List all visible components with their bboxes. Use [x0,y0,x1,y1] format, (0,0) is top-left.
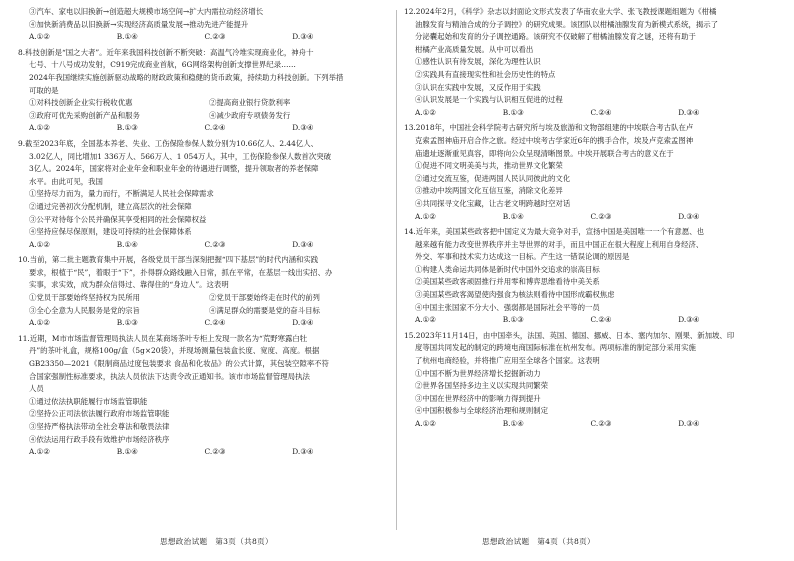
option-d: D.③④ [678,315,700,325]
statement-1: ①构建人类命运共同体是新时代中国外交追求的崇高目标 [415,264,600,274]
statement-2: ②坚持公正司法依法履行政府市场监管职能 [29,409,170,419]
option-c: C.②④ [204,123,226,133]
statement-2: ②世界各国坚持多边主义以实现共同繁荣 [415,381,549,391]
question-10 [18,254,380,330]
question-stem-line: 14.近年来，美国某些政客把中国定义为最大竞争对手，宣扬中国是美国唯一一个有意愿、也 [404,227,704,237]
question-11 [18,333,380,459]
question-15 [404,330,766,431]
question-stem-line: 2024年我国继续实施创新驱动战略的财政政策和稳健的货币政策，持续助力科技创新。下列举措 [29,72,344,82]
page-3-column [18,6,380,459]
statement-1: ①通过依法执职能履行市场监管职能 [29,396,148,406]
question-9 [18,138,380,251]
question-stem-line: 实事，求实效，成为群众信得过、靠得住的“身边人”。这表明 [29,280,229,290]
question-stem-line: 15.2023年11月14日，由中国牵头，法国、英国、德国、挪威、日本、塞内加尔、刚果、新加坡、印 [404,330,735,340]
question-stem-line: 10.当前，第二批主题教育集中开展，各级党员干部当深刻把握“四下基层”的时代内涵和实践 [18,255,319,265]
option-c: C.②③ [204,447,226,457]
question-13 [404,122,766,223]
question-stem-line: 克索孟图神庙开启合作之旅。经过中埃考古学家近6年的携手合作，埃及卢克索孟图神 [415,135,694,145]
statement-1: ①感性认识有待发展，深化为理性认识 [415,57,541,67]
statement-4: ④加快新消费品以旧换新→实现经济高质量发展→推动先进产能提升 [29,19,249,29]
question-stem-line: 8.科技创新是“国之大者”。近年来我国科技创新不断突破：高温气冷堆实现商业化，神舟十 [18,47,314,57]
option-a: A.①② [29,239,50,249]
option-b: B.①④ [116,239,138,249]
statement-pair [18,97,380,110]
question-14 [404,226,766,327]
option-a: A.①② [29,32,50,42]
question-stem-line: 分泌囊起始和发育的分子调控通路。该研究不仅破解了柑橘油腺发育之谜，还将有助于 [415,32,696,42]
statement-1: ①坚持尽力而为，量力而行，不断满足人民社会保障需求 [29,189,214,199]
option-a: A.①② [29,447,50,457]
statement-4: ④认识发展是一个实践与认识相互促进的过程 [415,95,563,105]
answer-options [18,239,380,252]
option-c: C.②③ [590,419,612,428]
statement-4: ④满足群众的需要是党的奋斗目标 [209,305,320,315]
option-a: A.①② [415,419,436,428]
option-c: C.②④ [590,315,612,325]
statement-4: ④共同探寻文化宝藏，让古老文明跨越时空对话 [415,198,571,208]
question-stem-line: 七号、十八号成功发射，C919完成商业首航，6G网络架构创新支撑世界纪录…… [29,60,296,70]
option-b: B.①③ [502,315,524,325]
option-b: B.①③ [116,123,138,133]
question-stem-line: 丹”的茶叶礼盒，规格100g/盒（5g×20袋），并现场测量包装盒长度、宽度、高度。根据 [29,346,320,356]
option-a: A.①② [415,107,436,117]
question-stem-line: 外交、军事和技术实力达成这一目标。产生这一错误论调的原因是 [415,252,630,262]
statement-1: ①党员干部要始终坚持权为民所用 [29,293,140,303]
question-stem-line: 庙遗址逐渐重见真容，即将向公众呈现清晰图景。中埃开展联合考古的意义在于 [415,148,674,158]
statement-3: ③全心全意为人民服务是党的宗旨 [29,305,140,315]
option-c: C.②④ [204,318,226,328]
option-b: B.①④ [502,211,524,221]
statement-3: ③坚持严格执法带动全社会尊法和敬畏法律 [29,422,170,431]
question-stem-line: 合国家强制性标准要求，执法人员依法下达责令改正通知书。该市市场监督管理局执法 [29,371,310,381]
option-d: D.③④ [292,123,314,133]
option-b: B.①④ [502,419,524,428]
statement-4: ④依法运用行政手段有效维护市场经济秩序 [29,434,170,444]
option-b: B.①③ [502,107,524,117]
option-d: D.③④ [678,107,700,117]
statement-2: ②提高商业银行贷款利率 [209,98,291,108]
option-d: D.③④ [678,419,700,428]
statement-2: ②美国某些政客顽固推行并用零和博弈思维看待中美关系 [415,277,600,287]
statement-4: ④减少政府专项债务发行 [209,110,291,120]
option-b: B.①④ [116,32,138,42]
statement-1: ①促进不同文明美美与共，推动世界文化繁荣 [415,161,563,171]
answer-options [18,446,380,459]
statement-4: ④中国主张国家不分大小、强弱都是国际社会平等的一员 [415,302,600,312]
option-c: C.②③ [204,239,226,249]
option-a: A.①② [415,211,436,221]
page-4-column [404,6,766,431]
question-stem-line: 柑橘产业高质量发展。从中可以看出 [415,44,534,54]
statement-3: ③美国某些政客渴望使肉强食为核法则看待中国形成霸权焦虑 [415,290,615,300]
question-stem-line: 11.近期，M市市场监督管理局执法人员在某商场茶叶专柜上发现一款名为“荒野寒露白牡 [18,333,308,343]
statement-3: ③公平对待每个公民并确保其享受相同的社会保障权益 [29,214,207,224]
answer-options [404,107,766,120]
question-stem-line: 人员 [29,384,44,394]
answer-options [404,418,766,431]
question-stem-line: 3亿人。2024年，国家将对企业年金和职业年金的待遇进行调整，提升领取者的养老保障 [29,164,319,174]
question-stem-line: GB23350—2021《限制商品过度包装要求 食品和化妆品》的公式计算，其包装空隙率不符 [29,359,329,369]
statement-4: ④中国积极参与全球经济治理和规则制定 [415,406,549,416]
statement-1: ①中国不断为世界经济增长挖掘新动力 [415,368,541,378]
option-b: B.①④ [116,447,138,457]
question-stem-line: 13.2018年，中国社会科学院考古研究所与埃及旅游和文物部组建的中埃联合考古队在卢 [404,123,694,133]
question-stem-line: 越来越有能力改变世界秩序并主导世界的对手，而且中国正在很大程度上利用自身经济、 [415,239,704,249]
question-stem-line: 油腺发育与精油合成的分子调控》的研究成果。该团队以柑橘油腺发育为新模式系统，揭示了 [415,19,719,29]
answer-options [404,211,766,224]
option-d: D.③④ [678,211,700,221]
option-d: D.③④ [292,447,314,457]
page-footer-right: 思想政治试题 第4页（共8页） [482,537,595,546]
option-a: A.①② [415,315,436,325]
statement-3: ③中国在世界经济中的影响力得到提升 [415,393,541,403]
question-stem-line: 了杭州电商经验，并将推广应用至全球各个国家。这表明 [415,356,600,366]
statement-4: ④坚持应保尽保原则，建设可持续的社会保障体系 [29,227,192,237]
column-divider [396,10,397,530]
statement-2: ②通过完善初次分配机制，建立高层次的社会保障 [29,201,192,211]
option-d: D.③④ [292,32,314,42]
statement-2: ②通过交流互鉴，促进两国人民认同彼此的文化 [415,173,571,183]
option-d: D.③④ [292,318,314,328]
question-stem-line: 9.截至2023年底，全国基本养老、失业、工伤保险参保人数分别为10.66亿人、2.44亿人、 [18,138,318,148]
page-footer-left: 思想政治试题 第3页（共8页） [160,537,273,546]
option-b: B.①③ [116,318,138,328]
statement-3: ③汽车、家电以旧换新→创造超大规模市场空间→扩大内需拉动经济增长 [29,7,264,16]
option-a: A.①② [29,123,50,133]
question-stem-line: 度等国共同发起的制定的跨境电商国际标准在杭州发布。两项标准的制定部分采用实施 [415,343,696,353]
option-c: C.②③ [590,211,612,221]
answer-options [18,31,380,44]
question-stem-line: 要求，根植于“民”，着眼于“下”，扑得群众路线融入日常，抓在平常，在基层一线出实招、办 [29,267,333,277]
statement-3: ③认识在实践中发展，又反作用于实践 [415,82,541,92]
question-stem-line: 可取的是 [29,85,59,95]
statement-pair [18,110,380,123]
question-stem-line: 3.02亿人，同比增加1 336万人、566万人、1 054万人，其中，工伤保险参保人数首次突破 [29,151,331,161]
statement-1: ①对科技创新企业实行税收优惠 [29,98,133,108]
question-stem-line: 水平。由此可见，我国 [29,176,103,186]
statement-3: ③政府可优先采购创新产品和服务 [29,110,140,120]
statement-pair [18,292,380,305]
question-stem-line: 12.2024年2月，《科学》杂志以封面论文形式发表了华南农业大学、张飞教授课题组题为《柑橘 [404,7,717,16]
statement-2: ②实践具有直接现实性和社会历史性的特点 [415,69,556,79]
answer-options [18,317,380,330]
option-a: A.①② [29,318,50,328]
option-c: C.②③ [204,32,226,42]
statement-2: ②党员干部要始终走在时代的前列 [209,293,320,303]
question-12 [404,6,766,119]
statement-3: ③推动中埃两国文化互信互鉴，消除文化差异 [415,186,563,196]
question-8 [18,47,380,135]
answer-options [404,314,766,327]
answer-options [18,122,380,135]
option-d: D.③④ [292,239,314,249]
statement-pair [18,305,380,318]
option-c: C.②④ [590,107,612,117]
